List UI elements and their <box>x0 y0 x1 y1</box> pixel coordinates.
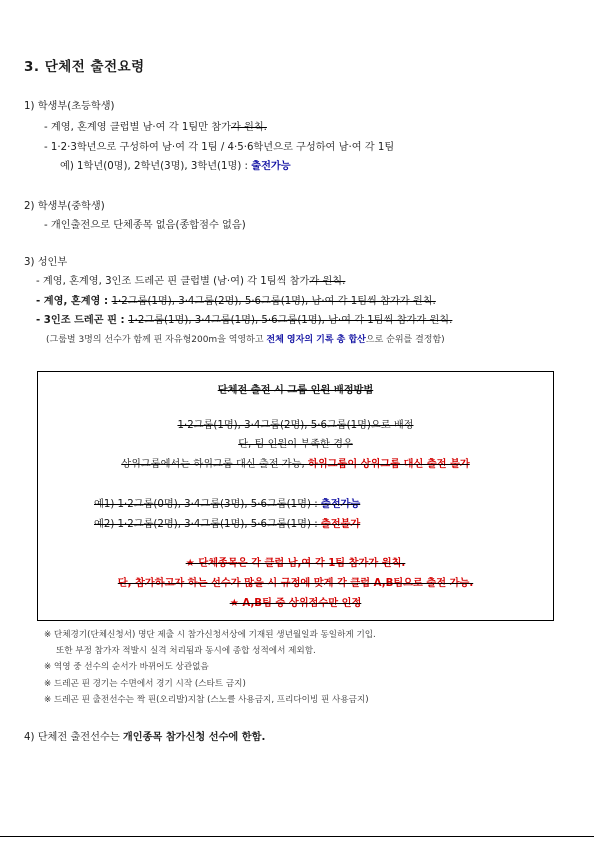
sec4-line <box>24 731 265 745</box>
sec1-line2: - 1·2·3학년으로 구성하여 남·여 각 1팀 / 4·5·6학년으로 구성하여 남·여 각 1팀 <box>44 142 395 153</box>
sec3-line2-bold: - 계영, 혼계영 : <box>36 296 112 307</box>
box-example-1 <box>94 498 360 512</box>
box-red-line-2: 단, 참가하고자 하는 선수가 많을 시 규정에 맞게 각 클럽 A,B팀으로 출전 가능. <box>117 578 474 589</box>
box-red-line-3: ★ A,B팀 중 상위점수만 인정 <box>229 598 362 609</box>
box-ex1-main: 예1) 1·2그룹(0명), 3·4그룹(3명), 5·6그룹(1명) : <box>94 499 321 510</box>
sec3-line3-strike: 1·2그룹(1명), 3·4그룹(1명), 5·6그룹(1명), 남·여 각 1팀씩 참가가 원칙. <box>128 315 453 326</box>
sec4-a: 4) 단체전 출전선수는 <box>24 732 123 743</box>
box-example-2 <box>94 518 360 532</box>
note-4: ※ 드레곤 핀 출전선수는 짝 핀(오리발)지참 (스노클 사용금지, 프리다이빙 핀 사용금지) <box>44 695 369 705</box>
sec1-line3-main: 예) 1학년(0명), 2학년(3명), 3학년(1명) : <box>60 161 252 172</box>
sec3-line2 <box>36 295 436 309</box>
sec1-line3-blue: 출전가능 <box>251 161 291 172</box>
box-ex2-main: 예2) 1·2그룹(2명), 3·4그룹(1명), 5·6그룹(1명) : <box>94 519 321 530</box>
sec3-note-a: (그룹별 3명의 선수가 함께 핀 자유형200m을 역영하고 <box>46 335 267 345</box>
sec3-title: 3) 성인부 <box>24 257 68 268</box>
box-line3-main: 상위그룹에서는 하위그룹 대신 출전 가능, <box>121 459 308 470</box>
box-line2: 단, 팀 인원이 부족한 경우 <box>238 439 353 450</box>
sec1-line1-strike: 가 원칙. <box>230 122 267 133</box>
box-red-line-1: ★ 단체종목은 각 클럽 남,여 각 1팀 참가가 원칙. <box>185 558 406 569</box>
sec3-line2-strike: 1·2그룹(1명), 3·4그룹(2명), 5·6그룹(1명), 남·여 각 1팀씩 참가가 원칙. <box>111 296 436 307</box>
note-3: ※ 드레곤 핀 경기는 수면에서 경기 시작 (스타트 금지) <box>44 679 246 689</box>
sec4-b: 개인종목 참가신청 선수에 한함. <box>122 732 266 743</box>
sec3-note-blue: 전체 영자의 기록 총 합산 <box>266 335 366 345</box>
sec3-line1-strike: 가 원칙. <box>309 276 346 287</box>
box-line1: 1·2그룹(1명), 3·4그룹(2명), 5·6그룹(1명)으로 배정 <box>177 420 414 431</box>
sec1-title: 1) 학생부(초등학생) <box>24 101 115 112</box>
sec1-line1 <box>44 121 267 135</box>
sec3-note-b: 으로 순위를 결정함) <box>365 335 445 345</box>
sec1-line1-main: - 계영, 혼계영 클럽별 남·여 각 1팀만 참가 <box>44 122 231 133</box>
sec3-line1 <box>36 275 345 289</box>
page-bottom-rule <box>0 836 594 837</box>
sec1-line3 <box>60 160 291 174</box>
group-assignment-box <box>37 371 554 621</box>
sec3-line1-main: - 계영, 혼계영, 3인조 드레곤 핀 클럽별 (남·여) 각 1팀씩 참가 <box>36 276 310 287</box>
note-2: ※ 역영 중 선수의 순서가 바뀌어도 상관없음 <box>44 662 209 672</box>
box-title: 단체전 출전 시 그룹 인원 배정방법 <box>217 385 374 396</box>
box-ex2-red: 출전불가 <box>320 519 361 530</box>
note-1-cont: 또한 부정 참가자 적발시 실격 처리됨과 동시에 종합 성적에서 제외함. <box>56 646 316 656</box>
box-line3-red: 하위그룹이 상위그룹 대신 출전 불가 <box>307 459 470 470</box>
sec3-note <box>46 334 445 346</box>
section-heading: 3. 단체전 출전요령 <box>24 59 145 75</box>
box-line3 <box>38 458 553 472</box>
sec2-title: 2) 학생부(중학생) <box>24 201 105 212</box>
box-ex1-blue: 출전가능 <box>320 499 361 510</box>
note-1: ※ 단체경기(단체신청서) 명단 제출 시 참가신청서상에 기재된 생년월일과 동일하게 기입. <box>44 630 376 640</box>
sec2-line1: - 개인출전으로 단체종목 없음(종합점수 없음) <box>44 220 246 231</box>
sec3-line3 <box>36 314 452 328</box>
sec3-line3-bold: - 3인조 드레곤 핀 : <box>36 315 129 326</box>
